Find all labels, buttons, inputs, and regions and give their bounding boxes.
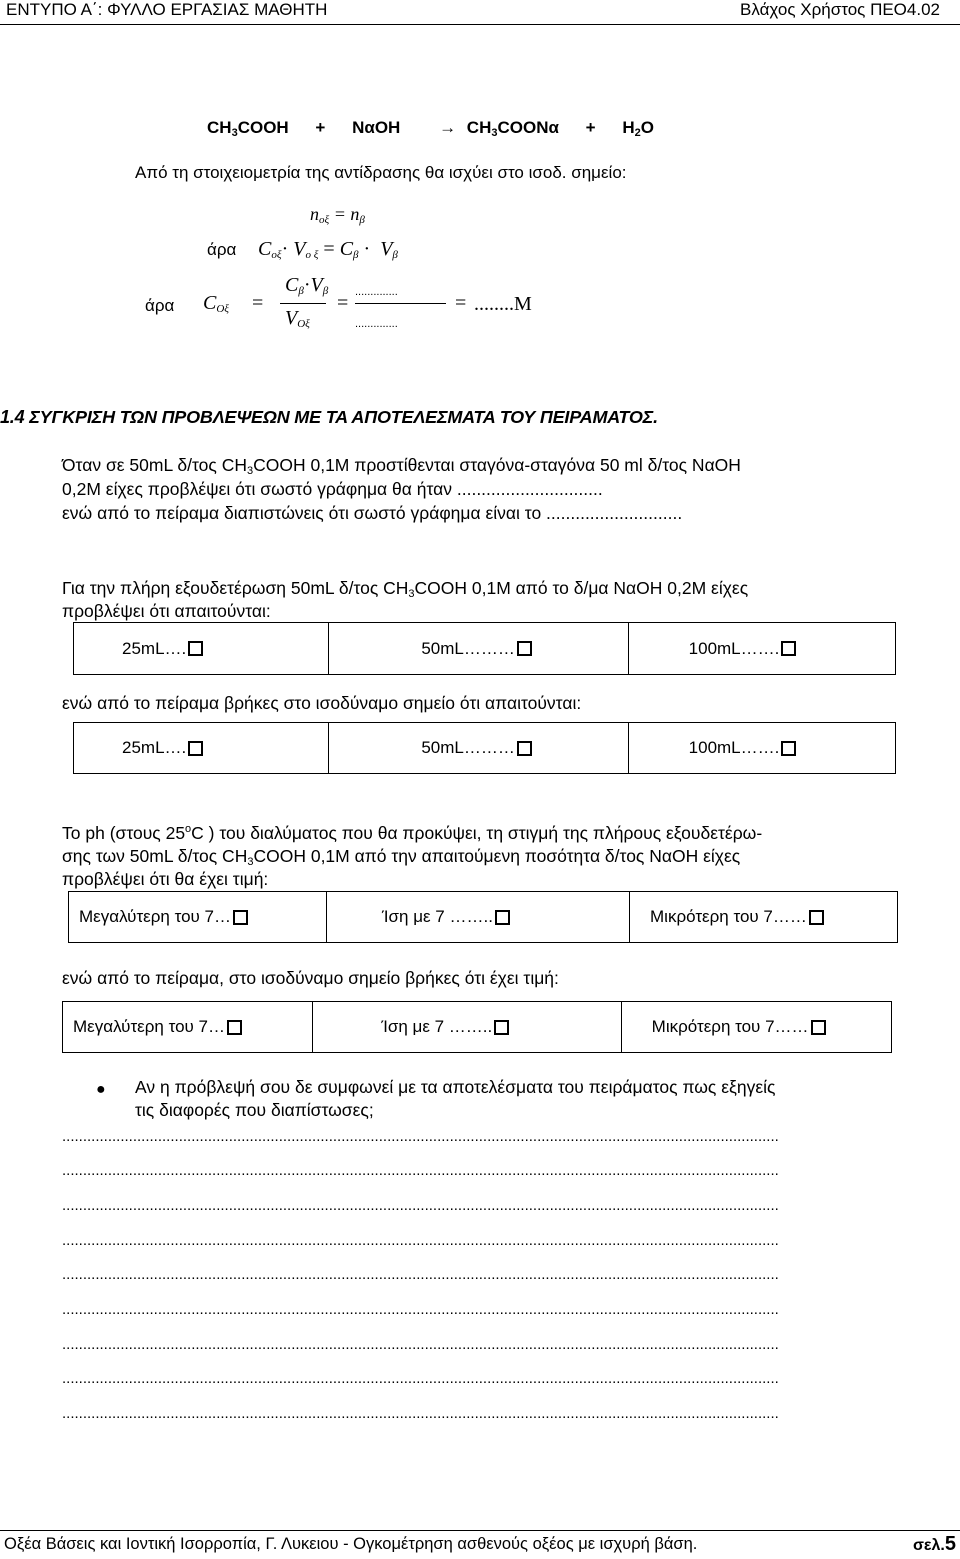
- blank-numerator: ..............: [355, 286, 398, 298]
- option-50ml-experiment[interactable]: 50mL………: [329, 723, 628, 773]
- fraction-denominator: $V_{O\xi}$: [285, 307, 310, 330]
- question-line2: τις διαφορές που διαπίστωσες;: [135, 1100, 374, 1120]
- blank-denominator: ..............: [355, 318, 398, 330]
- checkbox[interactable]: [495, 910, 510, 925]
- fraction-bar-2: [355, 303, 446, 304]
- checkbox[interactable]: [781, 641, 796, 656]
- checkbox[interactable]: [809, 910, 824, 925]
- answer-line[interactable]: ............................................................................................................................................................................: [62, 1197, 779, 1214]
- question-line1: Αν η πρόβλεψή σου δε συμφωνεί με τα αποτελέσματα του πειράματος πως εξηγείς: [135, 1077, 776, 1097]
- option-100ml-predicted[interactable]: 100mL…….: [629, 623, 895, 674]
- option-greater-experiment[interactable]: Μεγαλύτερη του 7…: [63, 1002, 313, 1052]
- option-less-experiment[interactable]: Μικρότερη του 7……: [622, 1002, 891, 1052]
- ara-label-2: άρα: [145, 296, 175, 315]
- volume-prediction-options: [73, 622, 896, 675]
- checkbox[interactable]: [188, 641, 203, 656]
- option-50ml-predicted[interactable]: 50mL………: [329, 623, 628, 674]
- checkbox[interactable]: [781, 741, 796, 756]
- para3-line3: προβλέψει ότι θα έχει τιμή:: [62, 869, 269, 889]
- footer-text: Οξέα Βάσεις και Ιοντική Ισορροπία, Γ. Λυκειου - Ογκομέτρηση ασθενούς οξέος με ισχυρή βάση.: [4, 1535, 698, 1553]
- volume-experiment-options: [73, 722, 896, 774]
- option-25ml-predicted[interactable]: 25mL….: [74, 623, 329, 674]
- answer-line[interactable]: ............................................................................................................................................................................: [62, 1336, 779, 1353]
- mole-equality: $n_{o\xi} = n_\beta$: [310, 204, 365, 226]
- bullet-icon: ●: [96, 1081, 106, 1098]
- answer-line[interactable]: ............................................................................................................................................................................: [62, 1162, 779, 1179]
- answer-line[interactable]: ............................................................................................................................................................................: [62, 1370, 779, 1387]
- equals-sign-1: =: [252, 292, 264, 314]
- option-equal-predicted[interactable]: Ίση με 7 ……..: [327, 892, 630, 942]
- section-title: 1.4 ΣΥΓΚΡΙΣΗ ΤΩΝ ΠΡΟΒΛΕΨΕΩΝ ΜΕ ΤΑ ΑΠΟΤΕΛΕΣΜΑΤΑ ΤΟΥ ΠΕΙΡΑΜΑΤΟΣ.: [0, 407, 658, 427]
- option-greater-predicted[interactable]: Μεγαλύτερη του 7…: [69, 892, 327, 942]
- para2-line2: προβλέψει ότι απαιτούνται:: [62, 601, 271, 621]
- concentration-lhs: $C_{O\xi}$: [203, 292, 229, 315]
- footer-rule: [0, 1530, 960, 1531]
- result-molarity: ........M: [474, 293, 532, 315]
- answer-line[interactable]: ............................................................................................................................................................................: [62, 1266, 779, 1283]
- fraction-numerator: $C_\beta\cdot V_\beta$: [285, 274, 329, 297]
- option-100ml-experiment[interactable]: 100mL…….: [629, 723, 895, 773]
- para3-line1: Το ph (στους 25$^o$C ) του διαλύματος που θα προκύψει, τη στιγμή της πλήρους εξουδετέρω-: [62, 823, 763, 843]
- para1-line3: ενώ από το πείραμα διαπιστώνεις ότι σωστό γράφημα είναι το ............................: [62, 503, 683, 523]
- page-number: σελ.5: [912, 1533, 956, 1555]
- stoichiometry-text: Από τη στοιχειομετρία της αντίδρασης θα ισχύει στο ισοδ. σημείο:: [135, 163, 627, 182]
- experiment-volume-text: ενώ από το πείραμα βρήκες στο ισοδύναμο σημείο ότι απαιτούνται:: [62, 693, 582, 713]
- equals-sign-3: =: [455, 292, 467, 314]
- para1-line2: 0,2M είχες προβλέψει ότι σωστό γράφημα θα ήταν ..............................: [62, 479, 603, 499]
- concentration-volume-equation: $C_{o\xi}\cdot V_{o \xi} = C_\beta \cdot V_\beta$: [258, 238, 398, 261]
- checkbox[interactable]: [233, 910, 248, 925]
- fraction-bar: [280, 303, 326, 304]
- para2-line1: Για την πλήρη εξουδετέρωση 50mL δ/τος $CH_3COOH$ 0,1M από το δ/μα NαOH 0,2M είχες: [62, 578, 749, 600]
- checkbox[interactable]: [517, 641, 532, 656]
- para3-line2: σης των 50mL δ/τος $CH_3COOH$ 0,1M από την απαιτούμενη ποσότητα δ/τος NαOH είχες: [62, 846, 741, 868]
- para1-line1: Όταν σε 50mL δ/τος $CH_3COOH$ 0,1M προστίθενται σταγόνα-σταγόνα 50 ml δ/τος NαOH: [62, 455, 741, 477]
- equals-sign-2: =: [337, 292, 349, 314]
- answer-line[interactable]: ............................................................................................................................................................................: [62, 1301, 779, 1318]
- checkbox[interactable]: [494, 1020, 509, 1035]
- option-less-predicted[interactable]: Μικρότερη του 7……: [630, 892, 897, 942]
- checkbox[interactable]: [227, 1020, 242, 1035]
- experiment-ph-text: ενώ από το πείραμα, στο ισοδύναμο σημείο βρήκες ότι έχει τιμή:: [62, 968, 559, 988]
- ph-experiment-options: [62, 1001, 892, 1053]
- header-title: ΕΝΤΥΠΟ Α΄: ΦΥΛΛΟ ΕΡΓΑΣΙΑΣ ΜΑΘΗΤΗ: [6, 0, 328, 19]
- header-rule: [0, 24, 960, 25]
- answer-line[interactable]: ............................................................................................................................................................................: [62, 1405, 779, 1422]
- answer-line[interactable]: ............................................................................................................................................................................: [62, 1128, 779, 1145]
- checkbox[interactable]: [188, 741, 203, 756]
- option-25ml-experiment[interactable]: 25mL….: [74, 723, 329, 773]
- checkbox[interactable]: [517, 741, 532, 756]
- ph-prediction-options: [68, 891, 898, 943]
- checkbox[interactable]: [811, 1020, 826, 1035]
- option-equal-experiment[interactable]: Ίση με 7 ……..: [313, 1002, 621, 1052]
- reaction-equation: $CH_3COOH + N\alpha OH$ → $CH_3COON\alpha + H_2O$: [207, 118, 654, 139]
- answer-line[interactable]: ............................................................................................................................................................................: [62, 1232, 779, 1249]
- header-author: Βλάχος Χρήστος ΠΕΟ4.02: [740, 0, 940, 19]
- ara-label-1: άρα: [207, 240, 237, 259]
